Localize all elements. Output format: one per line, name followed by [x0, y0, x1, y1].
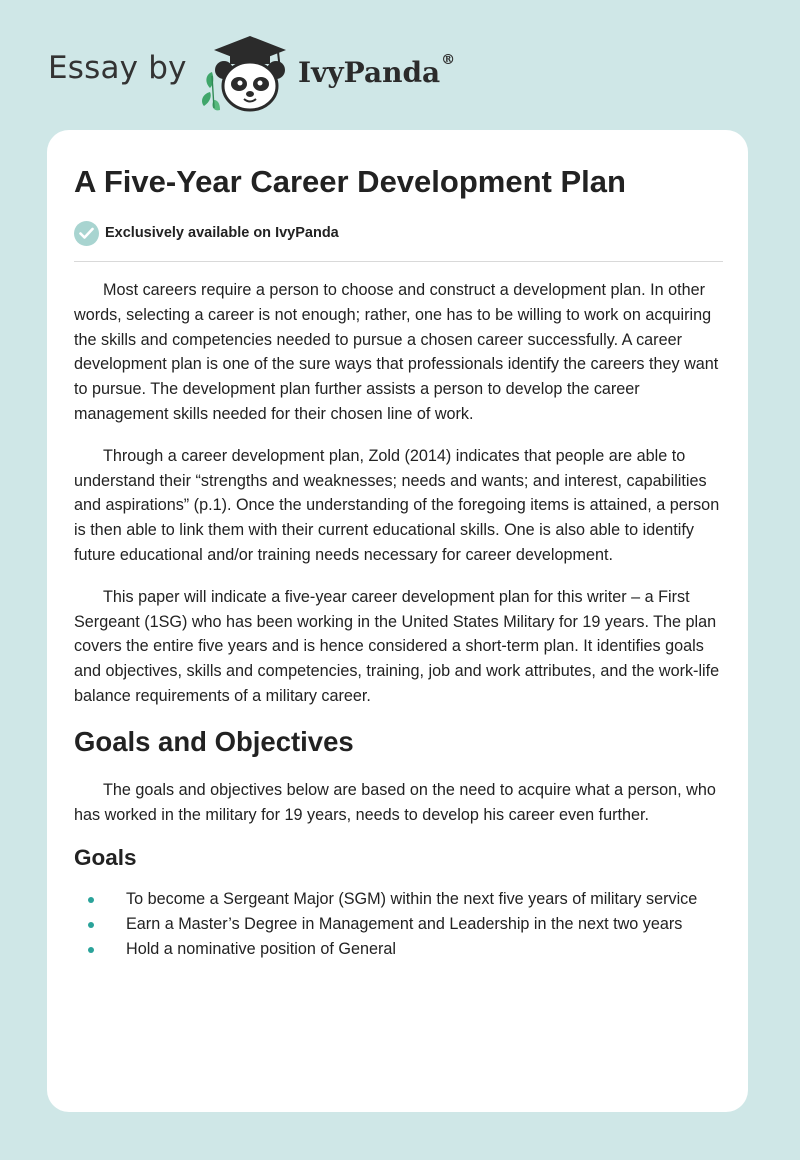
list-item: [74, 887, 726, 912]
list-item-text: To become a Sergeant Major (SGM) within the next five years of military service: [126, 890, 698, 909]
exclusive-badge: [74, 220, 339, 246]
article-title: A Five-Year Career Development Plan: [74, 164, 626, 199]
list-item: [74, 937, 726, 962]
article-card: [47, 130, 748, 1112]
subsection-heading: Goals: [74, 845, 137, 871]
paragraph: The goals and objectives below are based on the need to acquire what a person, who has worked in the military for 19 years, needs to develop his career even further.: [74, 780, 716, 824]
brand-name[interactable]: IvyPanda®: [298, 52, 456, 89]
exclusive-badge-label: Exclusively available on IvyPanda: [105, 225, 339, 241]
paragraph: Most careers require a person to choose and construct a development plan. In other words, selecting a career is not enough; rather, one has to be willing to work on acquiring the skills and competencies needed to pursue a chosen career successfully. A career development plan is one of the sure ways that professionals identify the careers they want to pursue. The development plan further assists a person to develop the career management skills needed for their chosen line of work.: [74, 281, 719, 423]
article-body: [74, 278, 726, 962]
essay-by-label: Essay by: [48, 50, 187, 86]
bullet-icon: [88, 922, 94, 928]
bullet-icon: [88, 897, 94, 903]
site-header: [48, 36, 548, 116]
paragraph: This paper will indicate a five-year career development plan for this writer – a First Sergeant (1SG) who has been working in the United States Military for 19 years. The plan covers the entire five years and is hence considered a short-term plan. It identifies goals and objectives, skills and competencies, training, job and work attributes, and the work-life balance requirements of a military career.: [74, 587, 720, 705]
paragraph: Through a career development plan, Zold (2014) indicates that people are able to understand their “strengths and weaknesses; needs and wants; and interest, capabilities and aspirations” (p.1). Once the understanding of the foregoing items is attained, a person is then able to link them with their current educational skills. One is also able to identify future educational and/or training needs necessary for career development.: [74, 446, 720, 564]
goals-list: [74, 887, 726, 962]
bullet-icon: [88, 947, 94, 953]
check-circle-icon: [74, 221, 99, 246]
list-item-text: Earn a Master’s Degree in Management and Leadership in the next two years: [126, 915, 683, 934]
registered-mark: ®: [441, 52, 456, 68]
section-heading: Goals and Objectives: [74, 725, 354, 757]
panda-graduate-logo-icon[interactable]: [200, 36, 292, 112]
title-divider: [74, 261, 723, 262]
list-item-text: Hold a nominative position of General: [126, 940, 396, 959]
list-item: [74, 912, 726, 937]
